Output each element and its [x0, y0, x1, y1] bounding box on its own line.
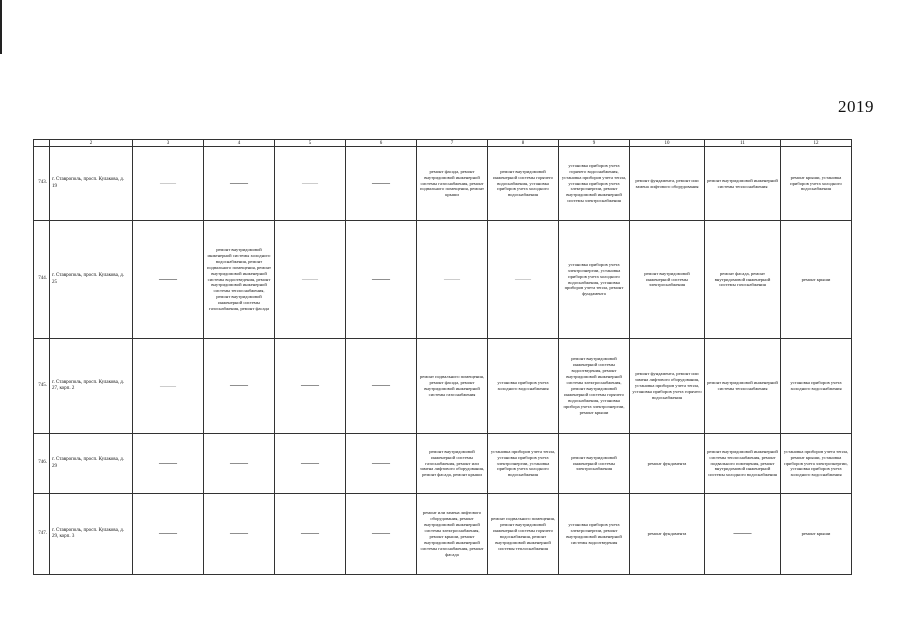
col6-cell: —— [346, 494, 417, 575]
header-cell: 11 [705, 140, 781, 147]
col8-cell: —— [488, 221, 559, 339]
col9-cell: установка приборов учета электроэнергии, установка приборов учета холодного водоснабжения, установка приборов учета тепла, ремонт фундамента [559, 221, 630, 339]
col5-cell: —— [275, 221, 346, 339]
col9-cell: ремонт внутридомовой инженерной системы водоотведения, ремонт внутридомовой инженерной системы электроснабжения, ремонт внутридомовой инженерной системы горячего водоснабжения, установка прибора учета электроэнергии, ремонт крыши [559, 339, 630, 434]
col8-cell: установка приборов учета тепла, установка приборов учета электроэнергии, установка приборов учета холодного водоснабжения [488, 434, 559, 494]
col7-cell: ремонт подвального помещения, ремонт фасада, ремонт внутридомовой инженерной системы газоснабжения [417, 339, 488, 434]
col9-cell: ремонт внутридомовой инженерной системы электроснабжения [559, 434, 630, 494]
header-cell-blank [34, 140, 50, 147]
col6-cell: —— [346, 339, 417, 434]
col9-cell: установка приборов учета электроэнергии, ремонт внутридомовой инженерной системы водоотведения [559, 494, 630, 575]
table-row [34, 494, 852, 575]
col3-cell: —— [133, 434, 204, 494]
col8-cell: установка приборов учета холодного водоснабжения [488, 339, 559, 434]
address-cell: г. Ставрополь, просп. Кулакова, д. 29 [50, 434, 133, 494]
col5-cell: —— [275, 494, 346, 575]
page-edge-rule [0, 0, 2, 54]
col3-cell: —— [133, 147, 204, 221]
col4-cell: —— [204, 339, 275, 434]
col11-cell: ремонт фасада, ремонт внутридомовой инженерной системы газоснабжения [705, 221, 781, 339]
col5-cell: —— [275, 434, 346, 494]
header-cell: 10 [630, 140, 705, 147]
col4-cell: ремонт внутридомовой инженерной системы холодного водоснабжения, ремонт подвального помещения, ремонт внутридомовой инженерной системы водоотведения, ремонт внутридомовой инженерной системы теплоснабжения, ремонт внутридомовой инженерной системы газоснабжения, ремонт фасада [204, 221, 275, 339]
col3-cell: —— [133, 339, 204, 434]
header-cell: 6 [346, 140, 417, 147]
col12-cell: установка приборов учета холодного водоснабжения [781, 339, 852, 434]
col11-cell: ремонт внутридомовой инженерной системы теплоснабжения [705, 147, 781, 221]
col12-cell: установка приборов учета тепла, ремонт крыши, установка приборов учета электроэнергии, установка приборов учета холодного водоснабжения [781, 434, 852, 494]
col4-cell: —— [204, 434, 275, 494]
header-cell: 12 [781, 140, 852, 147]
col4-cell: —— [204, 147, 275, 221]
table-row [34, 339, 852, 434]
col10-cell: ремонт фундамента, ремонт или замена лифтового оборудования, установка приборов учета тепла, установка приборов учета горячего водоснабжения [630, 339, 705, 434]
repair-schedule-table [33, 139, 852, 575]
row-number: 745. [34, 339, 50, 434]
header-cell: 4 [204, 140, 275, 147]
col3-cell: —— [133, 494, 204, 575]
col12-cell: ремонт крыши, установка приборов учета холодного водоснабжения [781, 147, 852, 221]
col3-cell: —— [133, 221, 204, 339]
col10-cell: ремонт фундамента [630, 434, 705, 494]
col5-cell: —— [275, 147, 346, 221]
header-cell: 8 [488, 140, 559, 147]
address-cell: г. Ставрополь, просп. Кулакова, д. 29, корп. 3 [50, 494, 133, 575]
col8-cell: ремонт внутридомовой инженерной системы горячего водоснабжения, установка приборов учета холодного водоснабжения [488, 147, 559, 221]
col11-cell: ремонт внутридомовой инженерной системы теплоснабжения [705, 339, 781, 434]
col6-cell: —— [346, 434, 417, 494]
address-cell: г. Ставрополь, просп. Кулакова, д. 25 [50, 221, 133, 339]
row-number: 743. [34, 147, 50, 221]
table-row [34, 147, 852, 221]
header-cell: 2 [50, 140, 133, 147]
col12-cell: ремонт крыши [781, 221, 852, 339]
col6-cell: —— [346, 147, 417, 221]
header-cell: 9 [559, 140, 630, 147]
address-cell: г. Ставрополь, просп. Кулакова, д. 19 [50, 147, 133, 221]
col10-cell: ремонт внутридомовой инженерной системы электроснабжения [630, 221, 705, 339]
address-cell: г. Ставрополь, просп. Кулакова, д. 27, корп. 2 [50, 339, 133, 434]
col10-cell: ремонт фундамента, ремонт или замена лифтового оборудования [630, 147, 705, 221]
header-cell: 3 [133, 140, 204, 147]
col4-cell: —— [204, 494, 275, 575]
col12-cell: ремонт крыши [781, 494, 852, 575]
row-number: 744. [34, 221, 50, 339]
header-cell: 5 [275, 140, 346, 147]
column-number-header [34, 140, 852, 147]
row-number: 747. [34, 494, 50, 575]
col11-cell: ремонт внутридомовой инженерной системы теплоснабжения, ремонт подвального помещения, ремонт внутридомовой инженерной системы холодного водоснабжения [705, 434, 781, 494]
table-row [34, 221, 852, 339]
col10-cell: ремонт фундамента [630, 494, 705, 575]
header-cell: 7 [417, 140, 488, 147]
row-number: 746. [34, 434, 50, 494]
col9-cell: установка приборов учета горячего водоснабжения, установка приборов учета тепла, установка приборов учета электроэнергии, ремонт внутридомовой инженерной системы электроснабжения [559, 147, 630, 221]
col8-cell: ремонт подвального помещения, ремонт внутридомовой инженерной системы горячего водоснабжения, ремонт внутридомовой инженерной системы теплоснабжения [488, 494, 559, 575]
col7-cell: —— [417, 221, 488, 339]
col7-cell: ремонт фасада, ремонт внутридомовой инженерной системы газоснабжения, ремонт подвального помещения, ремонт крыши [417, 147, 488, 221]
col11-cell: —— [705, 494, 781, 575]
table-row [34, 434, 852, 494]
col5-cell: —— [275, 339, 346, 434]
col7-cell: ремонт внутридомовой инженерной системы газоснабжения, ремонт или замена лифтового оборудования, ремонт фасада, ремонт крыши [417, 434, 488, 494]
col7-cell: ремонт или замена лифтового оборудования, ремонт внутридомовой инженерной системы электроснабжения, ремонт крыши, ремонт внутридомовой инженерной системы газоснабжения, ремонт фасада [417, 494, 488, 575]
year-label: 2019 [838, 97, 874, 116]
col6-cell: —— [346, 221, 417, 339]
